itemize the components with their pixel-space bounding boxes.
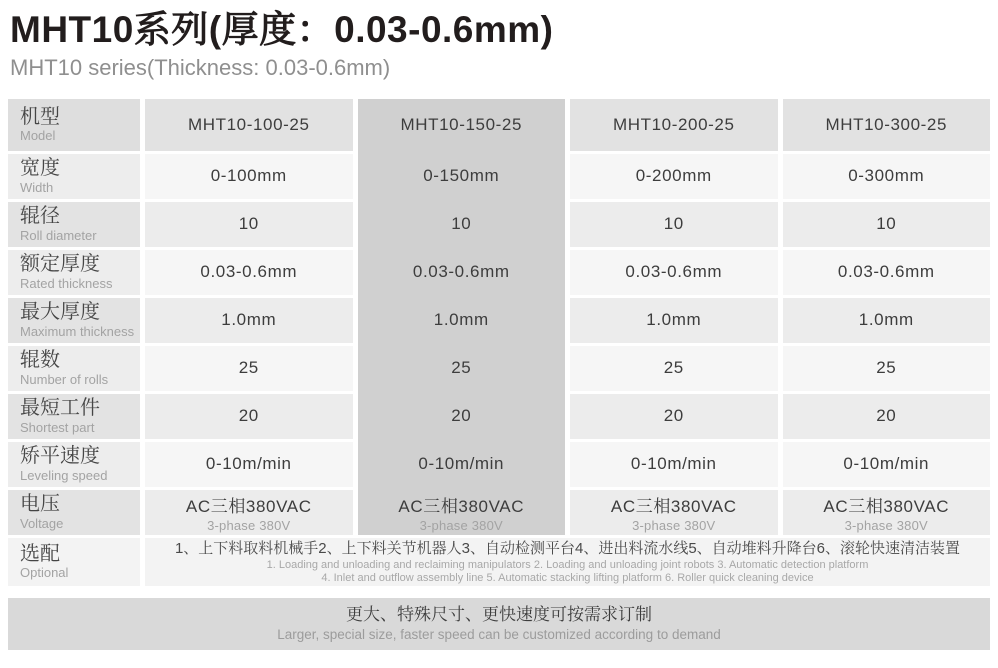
row-label-en: Rated thickness	[20, 275, 113, 291]
value-cell: 0-300mm	[783, 154, 991, 199]
value-cell: 20	[783, 394, 991, 439]
value-cell: 20	[145, 394, 353, 439]
model-cell: MHT10-300-25	[783, 99, 991, 151]
row-label-width	[8, 154, 140, 199]
voltage-cell	[358, 490, 566, 535]
row-label-number-of-rolls	[8, 346, 140, 391]
value-cell: 25	[451, 358, 472, 378]
row-label-zh: 电压	[20, 493, 60, 516]
row-label-zh: 选配	[20, 542, 60, 565]
value-cell: 10	[570, 202, 778, 247]
row-label-zh: 矫平速度	[20, 445, 100, 468]
row-label-leveling-speed	[8, 442, 140, 487]
row-label-zh: 最短工件	[20, 397, 100, 420]
value-cell: 1.0mm	[145, 298, 353, 343]
row-label-en: Width	[20, 179, 54, 195]
voltage-cell	[783, 490, 991, 535]
value-cell: 20	[451, 406, 472, 426]
row-label-voltage	[8, 490, 140, 535]
page-subtitle: MHT10 series(Thickness: 0.03-0.6mm)	[10, 55, 391, 81]
value-cell: 0.03-0.6mm	[570, 250, 778, 295]
row-label-model	[8, 99, 140, 151]
value-cell: 0.03-0.6mm	[412, 262, 510, 282]
voltage-cell	[145, 490, 353, 535]
row-label-zh: 额定厚度	[20, 253, 100, 276]
page-title: MHT10系列(厚度：0.03-0.6mm)	[10, 9, 554, 50]
voltage-cell	[570, 490, 778, 535]
row-label-en: Number of rolls	[20, 371, 109, 387]
row-label-zh: 宽度	[20, 157, 60, 180]
value-cell: 0-100mm	[145, 154, 353, 199]
value-cell: 0-200mm	[570, 154, 778, 199]
customization-note-en: Larger, special size, faster speed can be customized according to demand	[277, 627, 721, 643]
voltage-sub: 3-phase 380V	[844, 517, 928, 533]
voltage-value: AC三相380VAC	[185, 496, 312, 516]
row-label-rated-thickness	[8, 250, 140, 295]
row-label-en: Optional	[20, 565, 69, 580]
value-cell: 25	[783, 346, 991, 391]
row-label-zh: 辊数	[20, 349, 60, 372]
value-cell: 25	[145, 346, 353, 391]
value-cell: 10	[145, 202, 353, 247]
row-label-en: Shortest part	[20, 419, 95, 435]
voltage-sub: 3-phase 380V	[419, 517, 503, 533]
row-label-en: Leveling speed	[20, 467, 108, 483]
row-label-zh: 机型	[20, 105, 60, 128]
voltage-value: AC三相380VAC	[398, 496, 525, 516]
row-label-roll-diameter	[8, 202, 140, 247]
row-label-zh: 辊径	[20, 205, 60, 228]
value-cell: 20	[570, 394, 778, 439]
row-label-en: Maximum thickness	[20, 323, 135, 339]
customization-note-bar	[8, 598, 990, 650]
value-cell: 0-150mm	[423, 166, 500, 186]
voltage-value: AC三相380VAC	[610, 496, 737, 516]
voltage-sub: 3-phase 380V	[207, 517, 291, 533]
optional-list-en-line2: 4. Inlet and outflow assembly line 5. Automatic stacking lifting platform 6. Roller quick cleaning device	[321, 571, 814, 584]
value-cell: 25	[570, 346, 778, 391]
value-cell: 1.0mm	[433, 310, 489, 330]
voltage-value: AC三相380VAC	[823, 496, 950, 516]
value-cell: 1.0mm	[570, 298, 778, 343]
value-cell: 0.03-0.6mm	[145, 250, 353, 295]
row-label-en: Roll diameter	[20, 227, 97, 243]
optional-list-en-line1: 1. Loading and unloading and reclaiming manipulators 2. Loading and unloading joint robots 3. Automatic detection platform	[266, 558, 869, 571]
value-cell: 0.03-0.6mm	[783, 250, 991, 295]
model-cell: MHT10-200-25	[570, 99, 778, 151]
value-cell: 0-10m/min	[418, 454, 505, 474]
row-label-en: Voltage	[20, 515, 64, 531]
value-cell: 10	[451, 214, 472, 234]
model-cell-highlighted: MHT10-150-25	[400, 114, 523, 134]
value-cell: 0-10m/min	[145, 442, 353, 487]
row-label-optional	[8, 538, 140, 586]
spec-table	[8, 99, 990, 586]
optional-list-zh: 1、上下料取料机械手2、上下料关节机器人3、自动检测平台4、进出料流水线5、自动堆料升降台6、滚轮快速清洁装置	[174, 539, 961, 557]
value-cell: 1.0mm	[783, 298, 991, 343]
row-label-en: Model	[20, 128, 56, 143]
value-cell: 0-10m/min	[783, 442, 991, 487]
customization-note-zh: 更大、特殊尺寸、更快速度可按需求订制	[346, 605, 652, 625]
optional-equipment-cell	[145, 538, 990, 586]
row-label-zh: 最大厚度	[20, 301, 100, 324]
voltage-sub: 3-phase 380V	[632, 517, 716, 533]
value-cell: 10	[783, 202, 991, 247]
value-cell: 0-10m/min	[570, 442, 778, 487]
row-label-shortest-part	[8, 394, 140, 439]
row-label-maximum-thickness	[8, 298, 140, 343]
model-cell: MHT10-100-25	[145, 99, 353, 151]
